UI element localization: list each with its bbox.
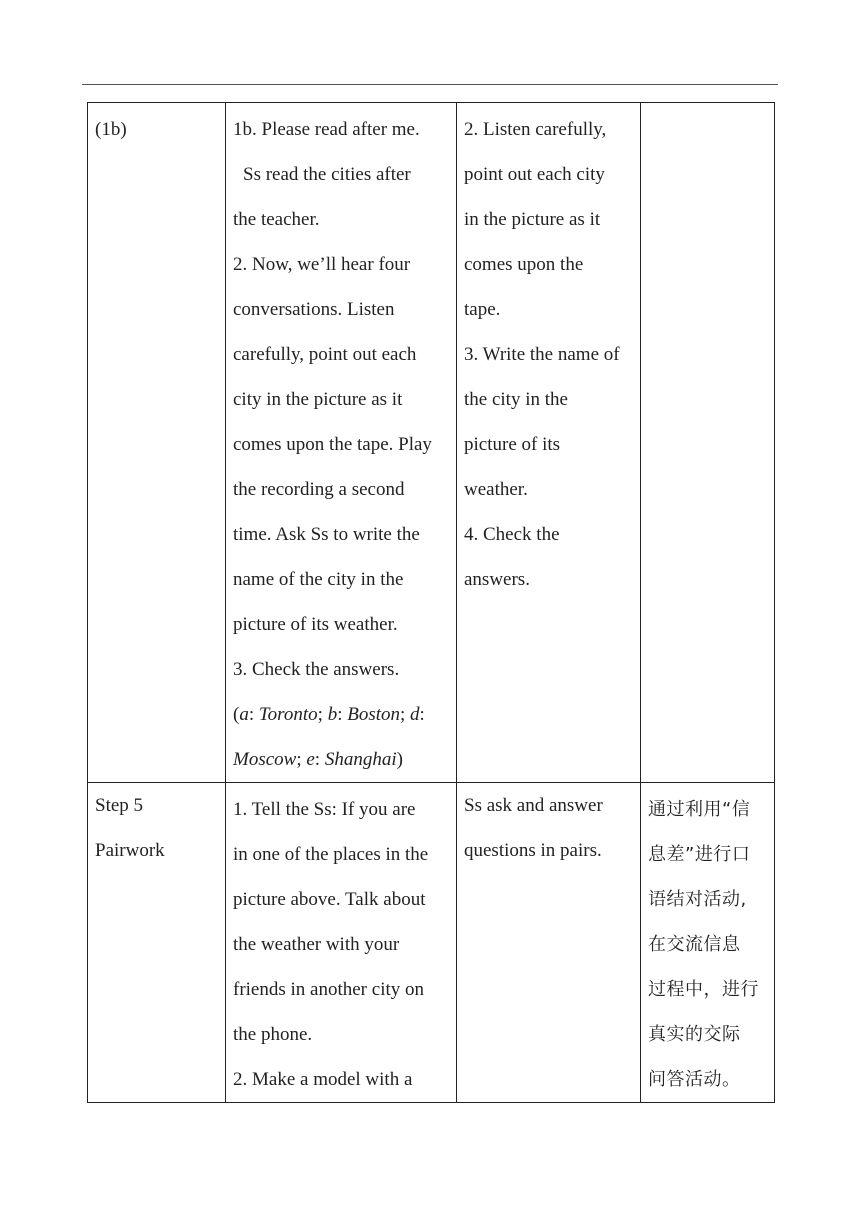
purpose-cell [641, 103, 775, 783]
step-label: Pairwork [95, 840, 165, 861]
answer-letter-e: e [306, 749, 315, 770]
paren-open: ( [233, 704, 240, 725]
student-line: 2. Listen carefully, [464, 119, 607, 140]
student-line: weather. [464, 479, 528, 500]
student-activity-cell [457, 103, 641, 783]
teacher-line: the weather with your [233, 934, 400, 955]
answer-toronto: Toronto [258, 704, 318, 725]
purpose-line: 问答活动。 [648, 1069, 741, 1090]
purpose-line: 过程中，进行 [648, 979, 759, 1000]
purpose-cell [641, 783, 775, 1103]
teacher-activity-cell [226, 783, 457, 1103]
teacher-line: comes upon the tape. Play [233, 434, 432, 455]
teacher-line: picture of its weather. [233, 614, 398, 635]
step-label: Step 5 [95, 795, 144, 816]
teacher-line: Ss read the cities after [243, 164, 411, 185]
teacher-line: 2. Now, we’ll hear four [233, 254, 411, 275]
answer-moscow: Moscow [233, 749, 297, 770]
teacher-line: conversations. Listen [233, 299, 395, 320]
purpose-line: 真实的交际 [648, 1024, 741, 1045]
student-line: in the picture as it [464, 209, 601, 230]
purpose-line: 息差”进行口 [648, 844, 751, 865]
student-line: questions in pairs. [464, 840, 602, 861]
student-line: the city in the [464, 389, 568, 410]
teacher-line: 3. Check the answers. [233, 659, 400, 680]
teacher-line: 1b. Please read after me. [233, 119, 420, 140]
teacher-line: time. Ask Ss to write the [233, 524, 420, 545]
teacher-line: in one of the places in the [233, 844, 429, 865]
step-label: (1b) [95, 119, 127, 140]
purpose-line: 在交流信息 [648, 934, 741, 955]
answer-letter-b: b [327, 704, 338, 725]
teacher-line: name of the city in the [233, 569, 404, 590]
student-line: tape. [464, 299, 501, 320]
purpose-line: 通过利用“信 [648, 799, 751, 820]
teacher-activity-cell [226, 103, 457, 783]
answer-key-line-1: (a: Toronto; b: Boston; d: [233, 704, 425, 725]
teacher-line: 2. Make a model with a [233, 1069, 413, 1090]
teacher-line: the recording a second [233, 479, 405, 500]
teacher-line: friends in another city on [233, 979, 425, 1000]
answer-letter-d: d [410, 704, 420, 725]
answer-shanghai: Shanghai [324, 749, 397, 770]
table-row [88, 103, 775, 783]
student-line: point out each city [464, 164, 605, 185]
answer-boston: Boston [347, 704, 400, 725]
student-line: picture of its [464, 434, 561, 455]
teacher-line: the phone. [233, 1024, 313, 1045]
paren-close: ) [396, 749, 403, 770]
teacher-line: the teacher. [233, 209, 320, 230]
teacher-line: city in the picture as it [233, 389, 403, 410]
purpose-line: 语结对活动, [648, 889, 747, 910]
answer-key-line-2: Moscow; e: Shanghai) [233, 749, 403, 770]
student-line: answers. [464, 569, 530, 590]
student-line: comes upon the [464, 254, 584, 275]
lesson-plan-table [87, 102, 775, 1103]
teacher-line: carefully, point out each [233, 344, 417, 365]
step-cell [88, 783, 226, 1103]
step-cell [88, 103, 226, 783]
student-activity-cell [457, 783, 641, 1103]
answer-letter-a: a [239, 704, 249, 725]
table-row [88, 783, 775, 1103]
header-rule [82, 84, 778, 85]
student-line: 4. Check the [464, 524, 560, 545]
teacher-line: picture above. Talk about [233, 889, 426, 910]
teacher-line: 1. Tell the Ss: If you are [233, 799, 416, 820]
student-line: 3. Write the name of [464, 344, 620, 365]
student-line: Ss ask and answer [464, 795, 603, 816]
